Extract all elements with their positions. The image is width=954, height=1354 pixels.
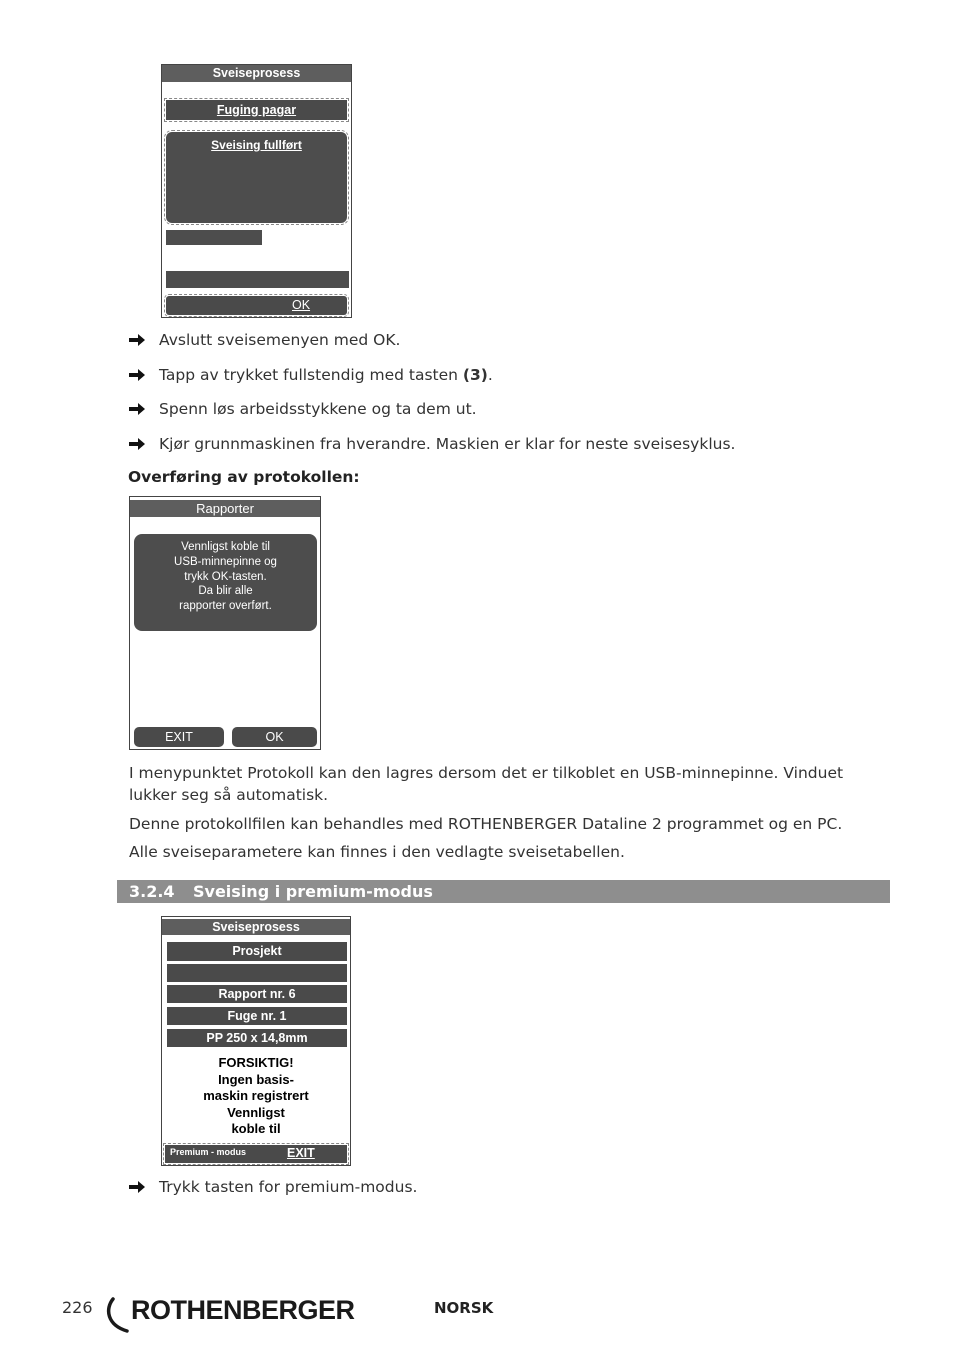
section-title: Sveising i premium-modus: [193, 882, 433, 901]
warning-line: FORSIKTIG!: [218, 1055, 294, 1070]
message-line: Da blir alle: [198, 585, 253, 598]
pipe-row[interactable]: PP 250 x 14,8mm: [167, 1029, 347, 1047]
exit-button[interactable]: EXIT: [287, 1146, 315, 1160]
section-number: 3.2.4: [129, 882, 175, 901]
logo-arc-icon: [103, 1295, 133, 1335]
message-box: [134, 534, 317, 631]
list-item-text-pre: Tapp av trykket fullstendig med tasten: [159, 366, 463, 384]
ok-button[interactable]: OK: [232, 727, 317, 747]
warning-line: Ingen basis-: [218, 1071, 294, 1087]
joint-row[interactable]: Fuge nr. 1: [167, 1007, 347, 1025]
empty-row[interactable]: [167, 964, 347, 982]
screen-reports: [129, 496, 321, 750]
language-label: NORSK: [434, 1299, 494, 1317]
list-item-text: Trykk tasten for premium-modus.: [159, 1178, 418, 1196]
list-item-text: Kjør grunnmaskinen fra hverandre. Maskien er klar for neste sveisesyklus.: [159, 435, 736, 453]
warning-line: maskin registrert: [203, 1088, 309, 1103]
paragraph-line: Denne protokollfilen kan behandles med ROTHENBERGER Dataline 2 programmet og en PC.: [129, 815, 843, 833]
status-bar-label: Fuging pagar: [216, 103, 297, 117]
message-line: USB-minnepinne og: [174, 555, 277, 568]
ok-button-label: OK: [292, 298, 311, 312]
paragraph-line: I menypunktet Protokoll kan den lagres dersom det er tilkoblet en USB-minnepinne. Vinduet: [129, 764, 844, 782]
screen-premium: [161, 916, 351, 1166]
warning-message: [162, 1055, 350, 1138]
warning-line: koble til: [231, 1121, 281, 1136]
progress-block: [166, 230, 262, 245]
arrow-right-icon: [128, 435, 146, 453]
screen-title: Sveiseprosess: [162, 919, 350, 935]
screen-title: Rapporter: [130, 500, 320, 517]
subheading-transfer: Overføring av protokollen:: [128, 468, 360, 486]
exit-button[interactable]: EXIT: [134, 727, 224, 747]
key-reference: (3): [462, 366, 488, 384]
report-row[interactable]: Rapport nr. 6: [167, 985, 347, 1003]
arrow-right-icon: [128, 331, 146, 349]
section-heading: [117, 880, 890, 903]
ok-button[interactable]: [166, 296, 347, 315]
message-line: trykk OK-tasten.: [184, 570, 267, 583]
project-row[interactable]: Prosjekt: [167, 942, 347, 961]
message-line: rapporter overført.: [179, 600, 272, 613]
list-item-text: Spenn løs arbeidsstykkene og ta dem ut.: [159, 400, 477, 418]
paragraph-line: Alle sveiseparametere kan finnes i den vedlagte sveisetabellen.: [129, 843, 625, 861]
screen-title: Sveiseprosess: [162, 65, 351, 82]
message-line: Vennligst koble til: [181, 541, 270, 553]
warning-line: Vennligst: [227, 1104, 285, 1120]
arrow-right-icon: [128, 400, 146, 418]
list-item-text-post: .: [487, 366, 493, 384]
arrow-right-icon: [128, 366, 146, 384]
page-number: 226: [62, 1298, 93, 1317]
list-item-text: [159, 364, 493, 386]
bottom-bar: [165, 1145, 347, 1163]
status-bar: [166, 100, 347, 120]
list-item-text: Avslutt sveisemenyen med OK.: [159, 331, 401, 349]
screen-welding-complete: [161, 64, 352, 318]
message-box: [166, 132, 347, 223]
arrow-right-icon: [128, 1178, 146, 1196]
brand-name: ROTHENBERGER: [131, 1295, 355, 1325]
premium-mode-button[interactable]: Premium - modus: [170, 1147, 247, 1157]
paragraph-line: lukker seg så automatisk.: [129, 786, 329, 804]
message-text: Sveising fullført: [211, 138, 302, 152]
progress-bar: [166, 271, 349, 288]
